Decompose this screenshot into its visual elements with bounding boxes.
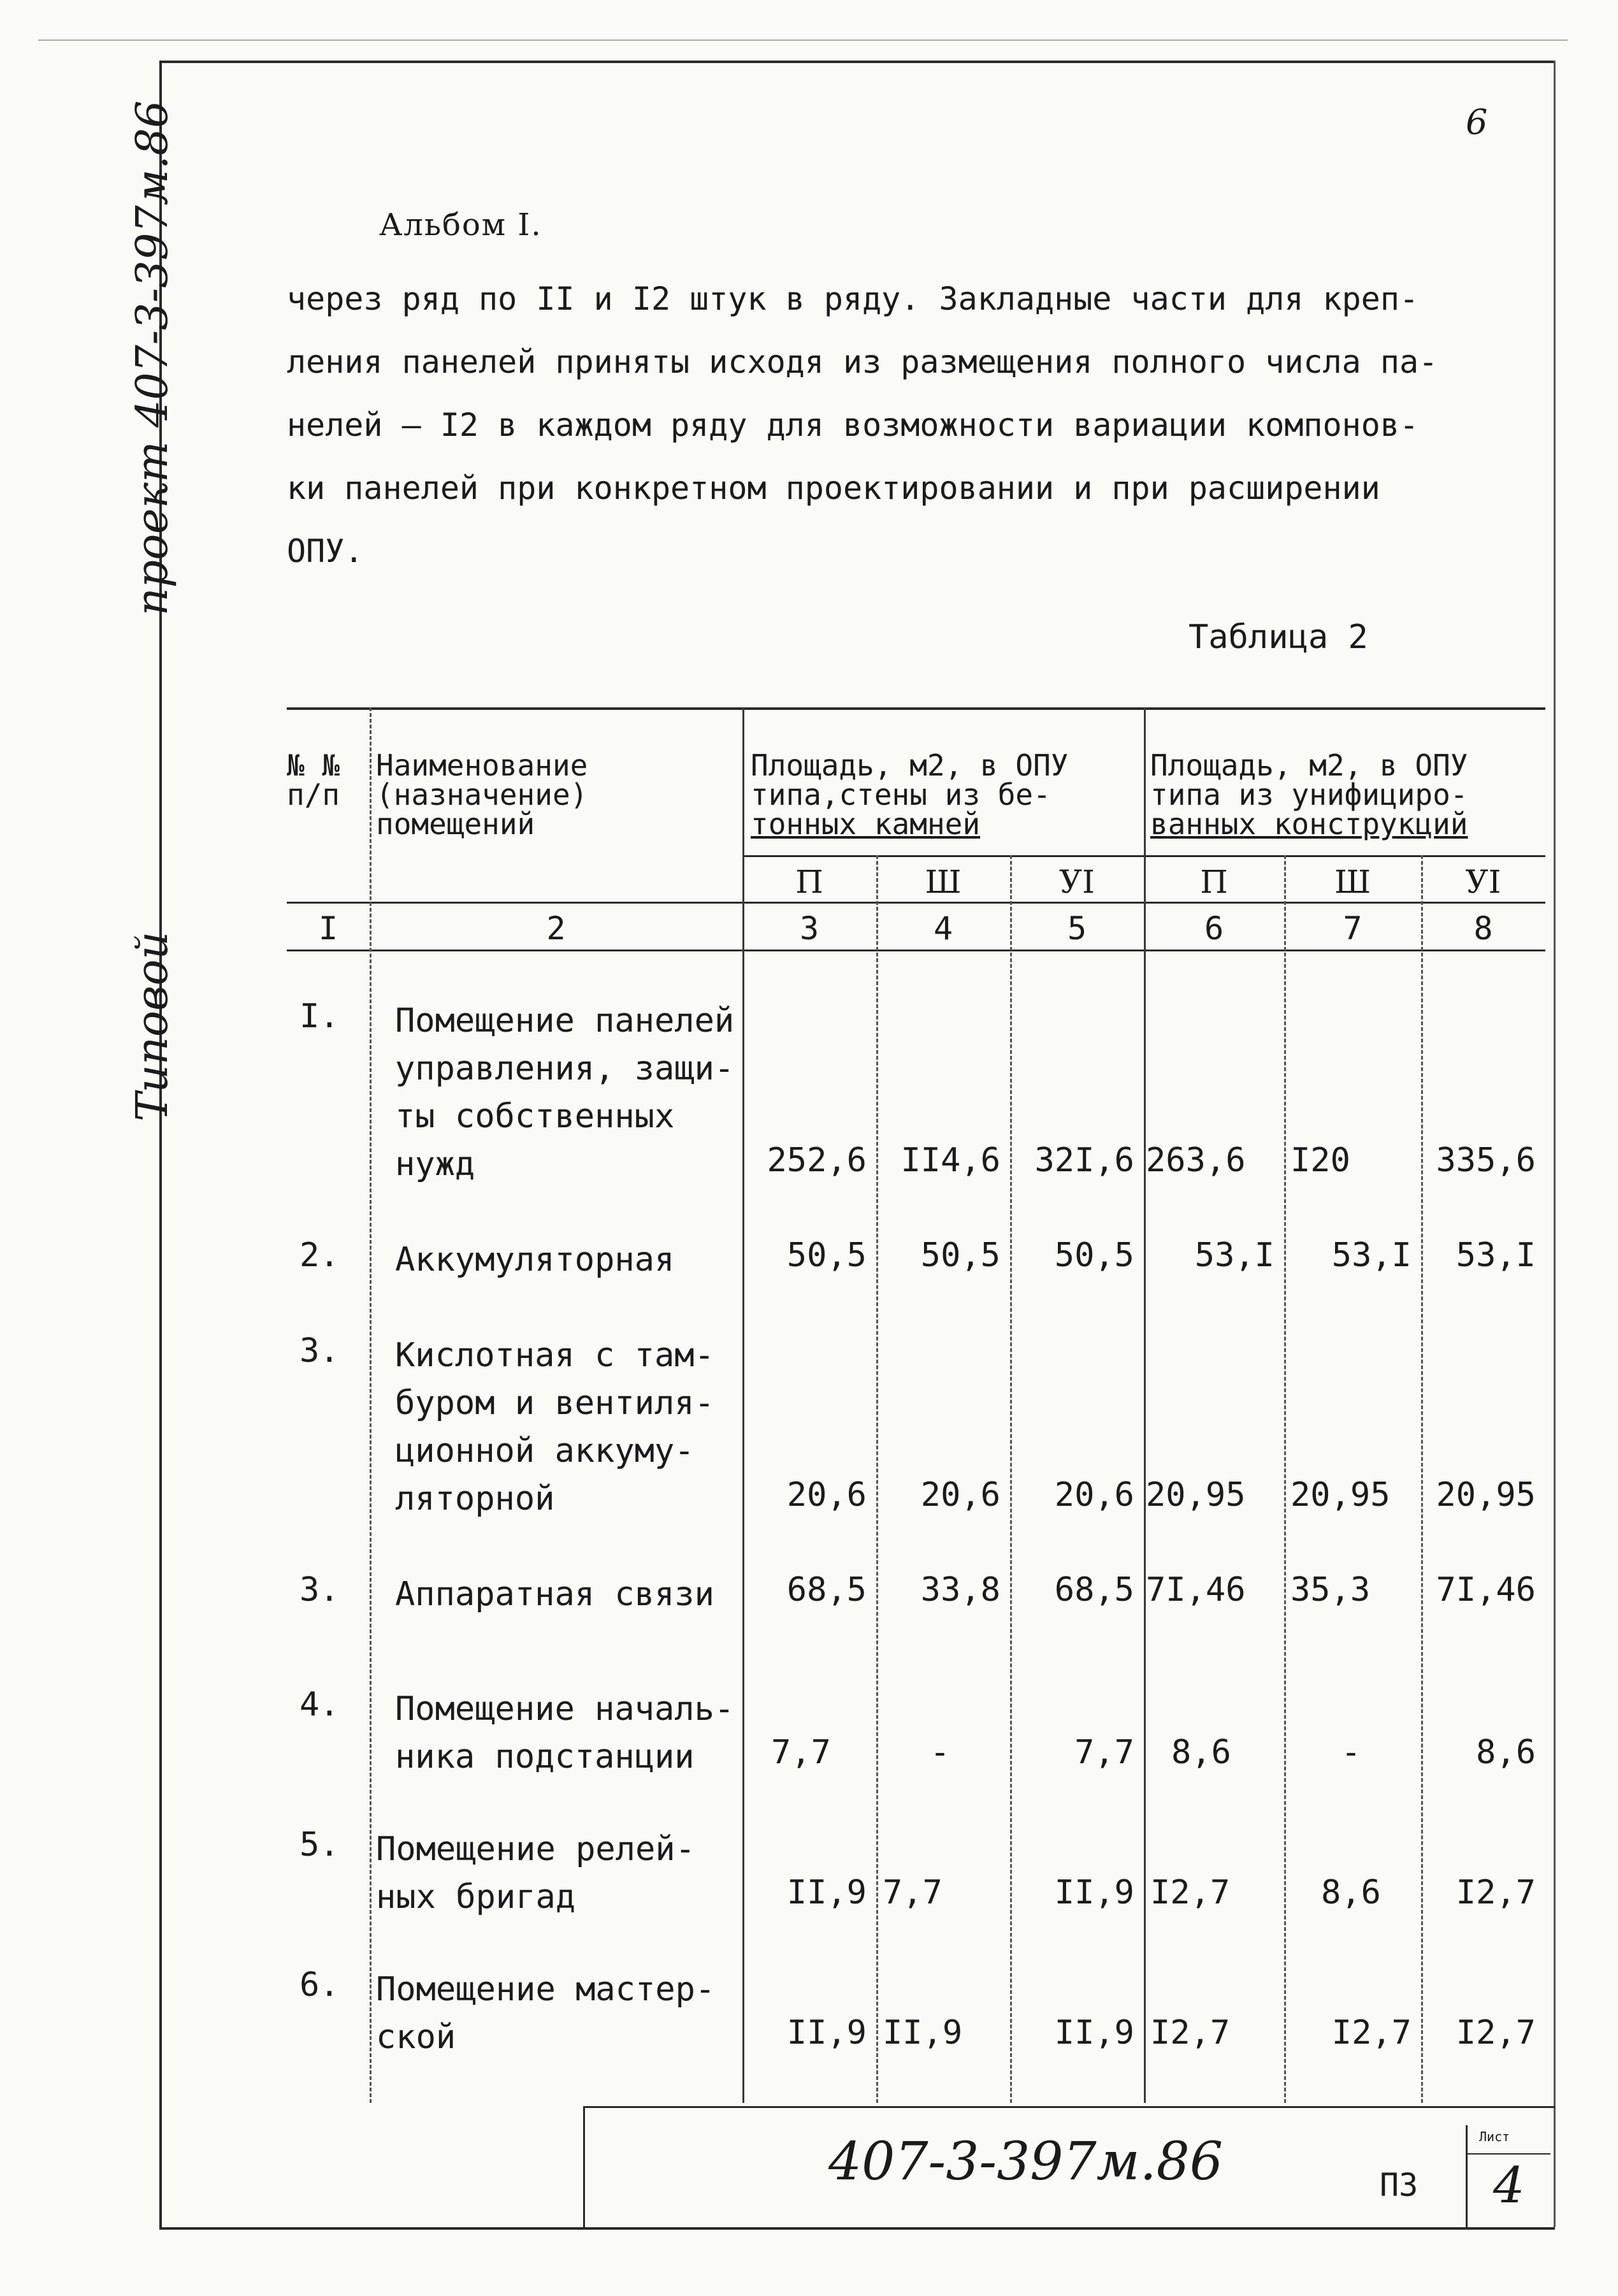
- column-number: 4: [933, 910, 953, 947]
- column-number: 6: [1204, 910, 1224, 947]
- page-number: 6: [1466, 102, 1488, 142]
- margin-text-type: Типовой: [127, 931, 178, 1122]
- row-value: 8,6: [1321, 1874, 1381, 1912]
- row-value: 7,7: [1074, 1733, 1134, 1772]
- row-number: 3.: [300, 1332, 340, 1370]
- table-top-rule: [287, 707, 1545, 710]
- row-value: 335,6: [1436, 1141, 1536, 1180]
- paragraph-line: ления панелей приняты исходя из размещения полного числа па-: [287, 343, 1438, 380]
- row-value: 7,7: [771, 1733, 831, 1772]
- column-number: 5: [1067, 910, 1087, 947]
- row-value: 50,5: [1054, 1236, 1134, 1274]
- row-value: 53,I: [1455, 1236, 1536, 1274]
- type-header: УI: [1059, 863, 1095, 900]
- row-name: Помещение релей- ных бригад: [376, 1830, 695, 1916]
- row-value: 33,8: [920, 1571, 1000, 1609]
- row-value: 7I,46: [1436, 1571, 1536, 1609]
- type-header-rule: [287, 902, 1545, 904]
- sheet-box-divider: [1468, 2153, 1550, 2155]
- row-value: 53,I: [1194, 1236, 1275, 1274]
- paragraph-line: ки панелей при конкретном проектировании и при расширении: [287, 470, 1380, 507]
- column-number: 8: [1473, 910, 1493, 947]
- title-block-top-rule: [583, 2106, 1555, 2108]
- row-value: II,9: [1054, 2014, 1134, 2052]
- type-header: Ш: [925, 863, 962, 900]
- row-value: II,9: [883, 2014, 963, 2052]
- header-name: Наименование (назначение) помещений: [376, 748, 588, 841]
- row-name: Аккумуляторная: [395, 1241, 675, 1279]
- paragraph-line: нелей – I2 в каждом ряду для возможности вариации компонов-: [287, 407, 1419, 444]
- row-value: 20,6: [1054, 1476, 1134, 1514]
- row-value: -: [930, 1733, 950, 1772]
- row-name: Помещение панелей управления, защи- ты собственных нужд: [395, 1002, 735, 1183]
- row-value: 20,6: [786, 1476, 867, 1514]
- album-heading: Альбом I.: [379, 207, 542, 243]
- row-name: Помещение началь- ника подстанции: [395, 1690, 735, 1776]
- row-value: II4,6: [900, 1141, 1000, 1180]
- row-value: I2,7: [1331, 2014, 1412, 2052]
- column-number: 2: [546, 910, 566, 947]
- table-caption: Таблица 2: [1188, 618, 1368, 656]
- row-value: 68,5: [1054, 1571, 1134, 1609]
- row-value: II,9: [786, 2014, 867, 2052]
- row-number: 6.: [300, 1966, 340, 2004]
- row-value: 263,6: [1146, 1141, 1246, 1180]
- frame-border-bottom: [159, 2227, 1555, 2230]
- title-block-left-rule: [583, 2106, 585, 2227]
- row-value: 8,6: [1476, 1733, 1536, 1772]
- type-header: П: [1200, 863, 1228, 900]
- document-code: 407-3-397м.86: [828, 2132, 1224, 2192]
- row-value: 50,5: [920, 1236, 1000, 1274]
- row-value: 20,95: [1146, 1476, 1246, 1514]
- row-value: I2,7: [1150, 2014, 1231, 2052]
- col-divider: [1010, 855, 1012, 2103]
- margin-stamp: [127, 0, 217, 1122]
- row-value: 35,3: [1290, 1571, 1371, 1609]
- row-value: -: [1341, 1733, 1361, 1772]
- row-value: 7I,46: [1146, 1571, 1246, 1609]
- frame-border-right: [1554, 61, 1556, 2227]
- row-number: 5.: [300, 1826, 340, 1864]
- row-number: 3.: [300, 1571, 340, 1609]
- col-divider: [876, 855, 878, 2103]
- row-value: 68,5: [786, 1571, 867, 1609]
- row-value: I2,7: [1150, 1874, 1231, 1912]
- row-value: 53,I: [1331, 1236, 1412, 1274]
- row-value: I2,7: [1455, 1874, 1536, 1912]
- column-number-rule: [287, 949, 1545, 951]
- type-header: Ш: [1334, 863, 1371, 900]
- header-group-unified: Площадь, м2, в ОПУ типа из унифициро- ванных конструкций: [1150, 748, 1468, 841]
- sheet-label: Лист: [1479, 2129, 1510, 2144]
- row-value: 8,6: [1171, 1733, 1231, 1772]
- row-value: I2,7: [1455, 2014, 1536, 2052]
- row-number: I.: [300, 997, 340, 1036]
- sheet-box: [1466, 2125, 1550, 2227]
- margin-text-project: проект 407-3-397м.86: [127, 100, 178, 616]
- row-name: Кислотная с там- буром и вентиля- ционной аккуму- ляторной: [395, 1336, 714, 1518]
- header-group-concrete: Площадь, м2, в ОПУ типа,стены из бе- тонных камней: [751, 748, 1069, 841]
- sheet-number: 4: [1493, 2157, 1525, 2214]
- row-value: 252,6: [767, 1141, 867, 1180]
- column-number: 7: [1343, 910, 1362, 947]
- section-code: ПЗ: [1380, 2167, 1419, 2204]
- row-value: 20,95: [1436, 1476, 1536, 1514]
- row-value: II,9: [1054, 1874, 1134, 1912]
- row-value: 50,5: [786, 1236, 867, 1274]
- row-value: I20: [1290, 1141, 1350, 1180]
- column-number: 3: [799, 910, 820, 947]
- column-number: I: [318, 910, 338, 947]
- col-divider: [1284, 855, 1286, 2103]
- type-header: П: [795, 863, 823, 900]
- type-header: УI: [1465, 863, 1501, 900]
- row-name: Помещение мастер- ской: [376, 1970, 716, 2056]
- row-number: 2.: [300, 1236, 340, 1274]
- row-number: 4.: [300, 1686, 340, 1724]
- row-value: 7,7: [883, 1874, 943, 1912]
- scan-edge-line: [38, 40, 1568, 41]
- row-value: 20,95: [1290, 1476, 1390, 1514]
- row-name: Аппаратная связи: [395, 1575, 714, 1614]
- area-table: [287, 707, 1545, 2103]
- row-value: 20,6: [920, 1476, 1000, 1514]
- paragraph-line: ОПУ.: [287, 533, 364, 570]
- header-number: № № п/п: [287, 748, 340, 812]
- frame-border-top: [159, 61, 1555, 63]
- row-value: 32I,6: [1034, 1141, 1134, 1180]
- body-paragraph: [287, 268, 1510, 583]
- paragraph-line: через ряд по II и I2 штук в ряду. Закладные части для креп-: [287, 280, 1419, 317]
- row-value: II,9: [786, 1874, 867, 1912]
